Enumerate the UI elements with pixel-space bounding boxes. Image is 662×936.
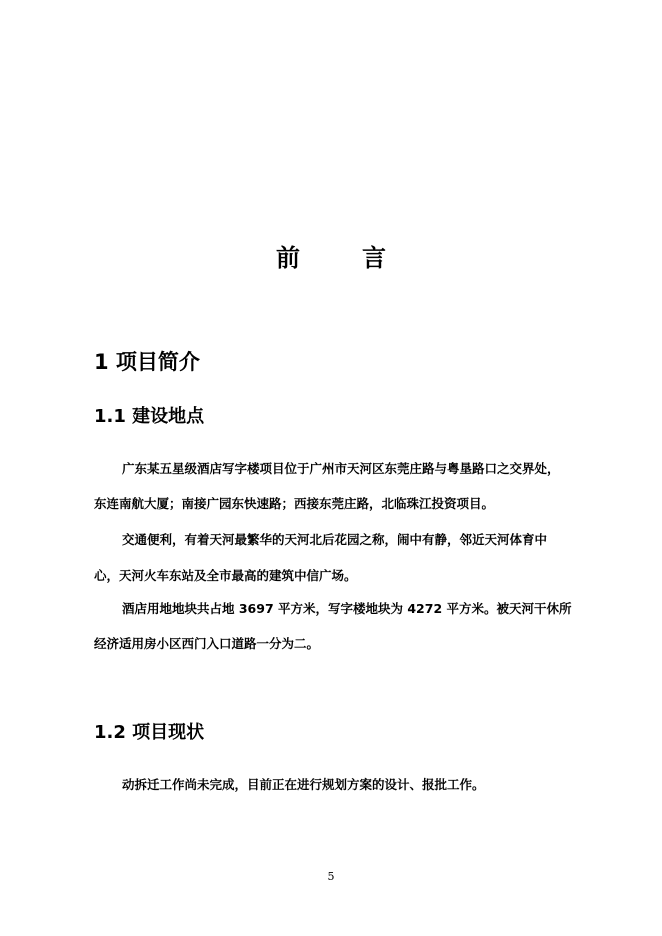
page-title-part-1: 前	[276, 244, 300, 272]
paragraph-line: 酒店用地地块共占地 3697 平方米，写字楼地块为 4272 平方米。被天河干休所	[122, 601, 572, 616]
page-title	[0, 238, 662, 273]
paragraph-line: 经济适用房小区西门入口道路一分为二。	[94, 636, 320, 651]
paragraph-line: 动拆迁工作尚未完成，目前正在进行规划方案的设计、报批工作。	[122, 777, 485, 792]
section-1-2-heading: 1.2 项目现状	[94, 722, 205, 743]
paragraph-line: 广东某五星级酒店写字楼项目位于广州市天河区东莞庄路与粤垦路口之交界处，	[122, 461, 560, 476]
page-title-part-2: 言	[362, 244, 386, 272]
section-1-heading: 1 项目简介	[94, 350, 200, 374]
paragraph-line: 交通便利，有着天河最繁华的天河北后花园之称，闹中有静，邻近天河体育中	[122, 532, 548, 547]
section-1-1-heading: 1.1 建设地点	[94, 406, 205, 427]
paragraph-line: 心，天河火车东站及全市最高的建筑中信广场。	[94, 568, 357, 583]
page-number: 5	[327, 870, 335, 883]
paragraph-line: 东连南航大厦；南接广园东快速路；西接东莞庄路，北临珠江投资项目。	[94, 496, 495, 511]
